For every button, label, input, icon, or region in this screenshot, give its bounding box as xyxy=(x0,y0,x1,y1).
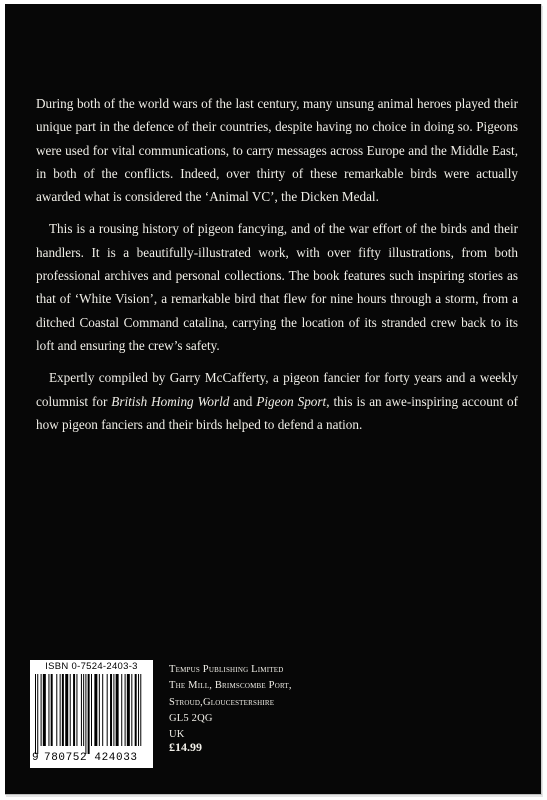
barcode-bar xyxy=(107,674,108,746)
price: £14.99 xyxy=(169,740,202,754)
blurb-p3-text-c: , this is an awe-inspiring account of how pigeon fanciers and their birds helped to defend a nation. xyxy=(36,393,518,432)
barcode-bar xyxy=(81,674,82,746)
blurb-p3-text-b: and xyxy=(229,393,257,409)
barcode-bar xyxy=(125,674,126,746)
barcode-bar xyxy=(135,674,137,746)
barcode-bar xyxy=(83,674,84,746)
blurb-paragraph-2: This is a rousing history of pigeon fancying, and of the war effort of the birds and their handlers. It is a beautifully-illustrated work, with over fifty illustrations, from both professional archives and personal collections. The book features such inspiring stories as that of ‘White Vision’, a remarkable bird that flew for nine hours through a storm, from a ditched Coastal Command catalina, carrying the location of its stranded crew back to its loft and ensuring the crew’s safety. xyxy=(36,221,518,353)
book-back-cover xyxy=(5,4,542,795)
barcode-bar xyxy=(99,674,100,746)
barcode-bar xyxy=(131,674,132,746)
barcode-bar xyxy=(127,674,130,746)
blurb-paragraph-1: During both of the world wars of the last century, many unsung animal heroes played their unique part in the defence of their countries, despite having no choice in doing so. Pigeons were used for vital communications, to carry messages across Europe and the Middle East, in both of the conflicts. Indeed, over thirty of these remarkable birds were actually awarded what is considered the ‘Animal VC’, the Dicken Medal. xyxy=(36,96,518,205)
blurb-p3-text-a: Expertly compiled by Garry McCafferty, a pigeon fancier for forty years and a weekly columnist for xyxy=(36,370,518,409)
ean-digit-first: 9 xyxy=(32,752,40,764)
publisher-address-line-4: UK xyxy=(169,729,185,741)
barcode-bar xyxy=(60,674,61,746)
barcode-bar xyxy=(113,674,114,746)
barcode-bar xyxy=(56,674,57,746)
barcode-bar xyxy=(85,674,86,754)
publisher-address-line-3: GL5 2QG xyxy=(169,712,213,724)
barcode-bar xyxy=(62,674,64,746)
barcode-bar xyxy=(37,674,38,754)
barcode-bar xyxy=(94,674,97,746)
isbn-barcode xyxy=(30,660,153,768)
barcode-bar xyxy=(116,674,119,746)
publication-title-british-homing-world: British Homing World xyxy=(111,393,230,409)
barcode-bar xyxy=(91,674,92,746)
barcode-bar xyxy=(51,674,53,746)
barcode-bar xyxy=(35,674,36,754)
publisher-address-line-1: The Mill, Brimscombe Port, xyxy=(169,680,292,692)
barcode-bar xyxy=(70,674,71,746)
barcode-bar xyxy=(140,674,141,746)
barcode-bar xyxy=(102,674,103,746)
publication-title-pigeon-sport: Pigeon Sport xyxy=(256,393,327,409)
barcode-bar xyxy=(48,674,49,746)
barcode-bar xyxy=(73,674,75,746)
publisher-address-line-2: Stroud,Gloucestershire xyxy=(169,696,275,708)
barcode-bar xyxy=(138,674,139,746)
barcode-bar xyxy=(88,674,90,754)
ean-digits-rest: 780752 424033 xyxy=(44,752,138,764)
barcode-bar xyxy=(65,674,68,746)
blurb-paragraph-3 xyxy=(36,366,518,436)
blurb-text xyxy=(36,92,518,445)
barcode-bars xyxy=(35,674,149,754)
barcode-bar xyxy=(110,674,112,746)
publisher-address xyxy=(169,662,292,743)
publisher-name: Tempus Publishing Limited xyxy=(169,664,284,675)
barcode-bar xyxy=(121,674,122,746)
isbn-label: ISBN 0-7524-2403-3 xyxy=(45,661,138,672)
barcode-bar xyxy=(41,674,42,746)
barcode-bar xyxy=(43,674,46,746)
barcode-bar xyxy=(76,674,77,746)
